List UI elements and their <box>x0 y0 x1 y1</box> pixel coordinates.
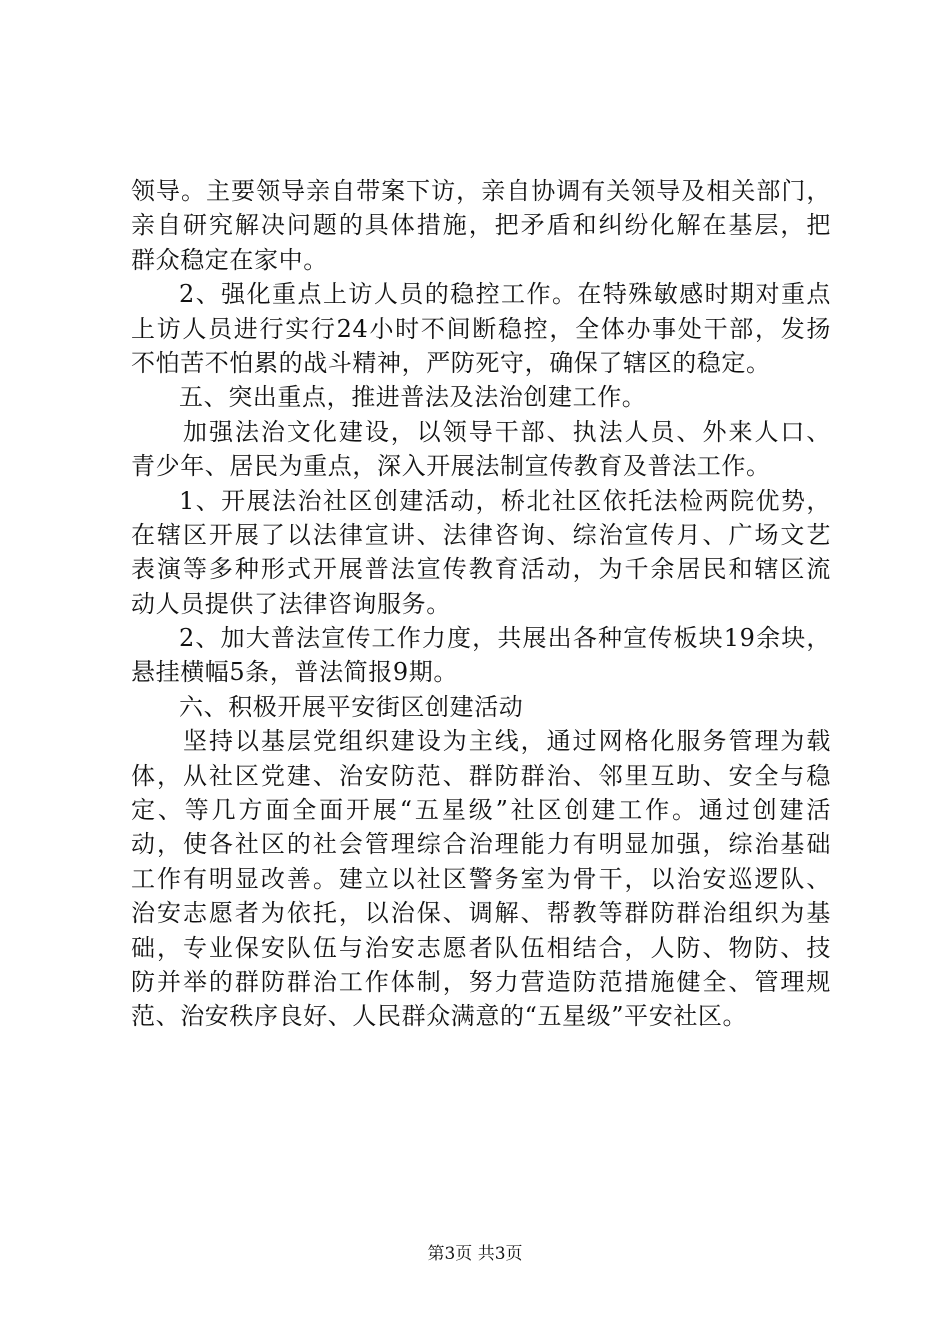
text-line: 加强法治文化建设，以领导干部、执法人员、外来人口、 <box>183 417 831 446</box>
text-line: 领导。主要领导亲自带案下访，亲自协调有关领导及相关部门， <box>131 177 831 205</box>
text-line: 坚持以基层党组织建设为主线，通过网格化服务管理为载 <box>183 727 831 756</box>
text-line: 2、加大普法宣传工作力度，共展出各种宣传板块19余块， <box>179 624 831 653</box>
text-line: 范、治安秩序良好、人民群众满意的“五星级”平安社区。 <box>131 1002 748 1031</box>
text-line: 2、强化重点上访人员的稳控工作。在特殊敏感时期对重点 <box>179 280 831 309</box>
text-line: 不怕苦不怕累的战斗精神，严防死守，确保了辖区的稳定。 <box>131 348 771 377</box>
text-line: 悬挂横幅5条，普法简报9期。 <box>131 658 458 687</box>
section-heading: 五、突出重点，推进普法及法治创建工作。 <box>179 383 647 412</box>
document-body <box>131 174 831 1034</box>
text-line: 防并举的群防群治工作体制，努力营造防范措施健全、管理规 <box>131 967 831 996</box>
text-line: 体，从社区党建、治安防范、群防群治、邻里互助、安全与稳 <box>131 761 831 790</box>
text-line: 工作有明显改善。建立以社区警务室为骨干，以治安巡逻队、 <box>131 864 831 893</box>
text-line: 动人员提供了法律咨询服务。 <box>131 589 451 618</box>
text-line: 表演等多种形式开展普法宣传教育活动，为千余居民和辖区流 <box>131 555 831 584</box>
text-line: 上访人员进行实行24小时不间断稳控，全体办事处干部，发扬 <box>131 314 831 343</box>
text-line: 定、等几方面全面开展“五星级”社区创建工作。通过创建活 <box>131 796 831 825</box>
text-line: 在辖区开展了以法律宣讲、法律咨询、综治宣传月、广场文艺 <box>131 520 831 549</box>
text-line: 础，专业保安队伍与治安志愿者队伍相结合，人防、物防、技 <box>131 933 831 962</box>
page-footer: 第3页 共3页 <box>427 1244 523 1264</box>
text-line: 动，使各社区的社会管理综合治理能力有明显加强，综治基础 <box>131 830 831 859</box>
text-line: 青少年、居民为重点，深入开展法制宣传教育及普法工作。 <box>131 452 771 481</box>
text-line: 1、开展法治社区创建活动，桥北社区依托法检两院优势， <box>179 486 831 515</box>
text-line: 群众稳定在家中。 <box>131 245 328 274</box>
text-line: 亲自研究解决问题的具体措施，把矛盾和纠纷化解在基层，把 <box>131 211 831 240</box>
text-line: 治安志愿者为依托，以治保、调解、帮教等群防群治组织为基 <box>131 899 831 928</box>
section-heading: 六、积极开展平安街区创建活动 <box>179 692 524 721</box>
